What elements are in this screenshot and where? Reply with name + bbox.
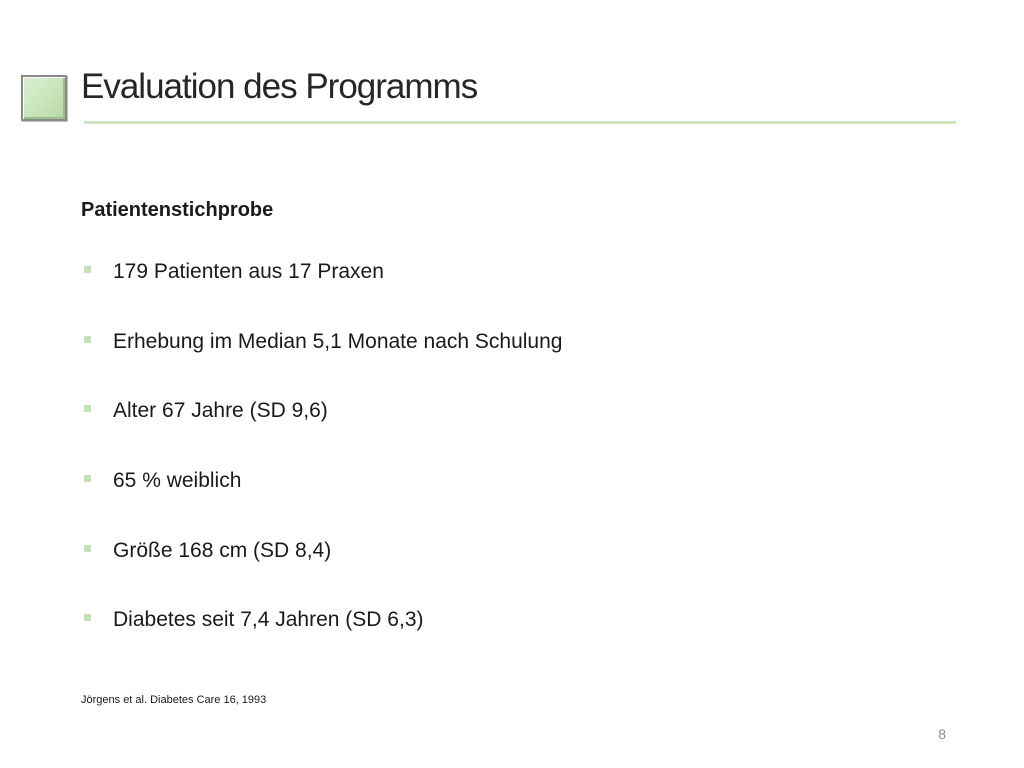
page-number: 8 <box>938 726 946 742</box>
list-item <box>84 258 384 286</box>
list-item <box>84 537 331 565</box>
title-underline <box>84 121 956 124</box>
list-item-text: 179 Patienten aus 17 Praxen <box>113 260 384 283</box>
square-bullet-icon <box>84 405 91 412</box>
list-item-text: Diabetes seit 7,4 Jahren (SD 6,3) <box>113 608 424 631</box>
citation: Jörgens et al. Diabetes Care 16, 1993 <box>81 694 267 706</box>
square-bullet-icon <box>84 614 91 621</box>
square-bullet-icon <box>84 475 91 482</box>
list-item <box>84 397 328 425</box>
square-bullet-icon <box>84 545 91 552</box>
square-bullet-icon <box>84 336 91 343</box>
list-item-text: 65 % weiblich <box>113 469 242 492</box>
section-heading: Patientenstichprobe <box>81 199 274 221</box>
list-item-text: Erhebung im Median 5,1 Monate nach Schulung <box>113 330 563 353</box>
list-item-text: Alter 67 Jahre (SD 9,6) <box>113 399 328 422</box>
square-bullet-icon <box>84 266 91 273</box>
list-item <box>84 467 241 495</box>
list-item-text: Größe 168 cm (SD 8,4) <box>113 539 332 562</box>
slide-title: Evaluation des Programms <box>81 67 478 106</box>
green-square-icon <box>21 75 67 121</box>
list-item <box>84 328 562 356</box>
list-item <box>84 606 424 634</box>
